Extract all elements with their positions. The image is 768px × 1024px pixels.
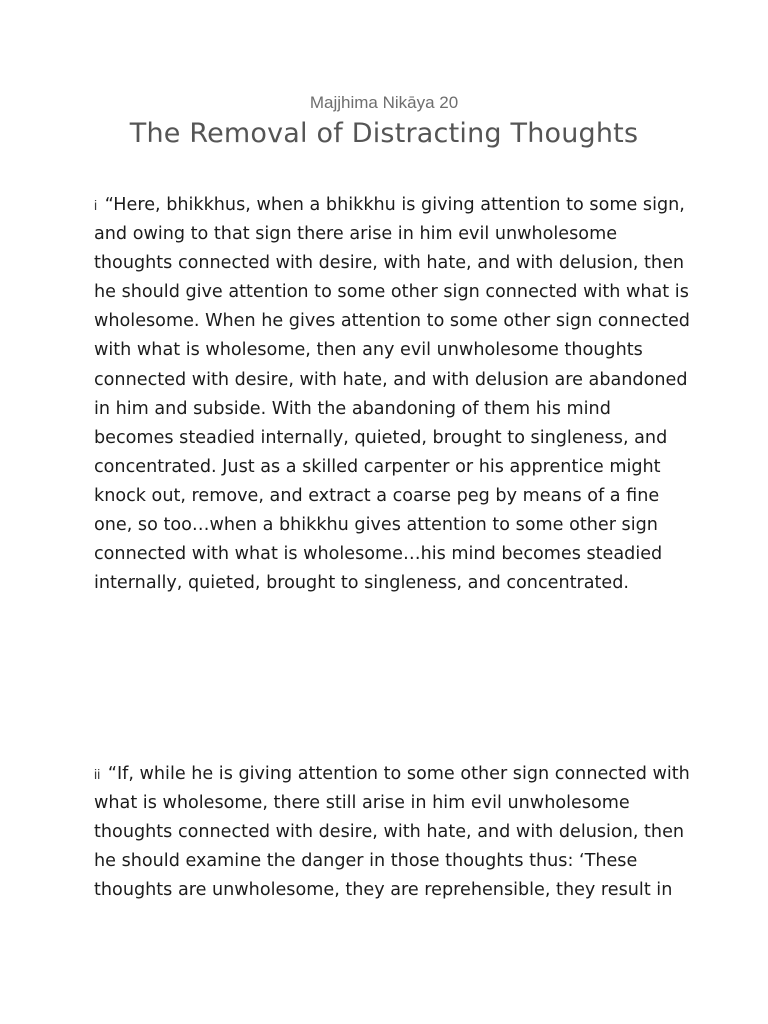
paragraph-2-marker: ii	[94, 766, 101, 782]
document-subtitle: Majjhima Nikāya 20	[309, 93, 459, 112]
paragraph-1-text: “Here, bhikkhus, when a bhikkhu is giving attention to some sign, and owing to that sign there arise in him evil unwholesome thoughts connected with desire, with hate, and with delusion, then he should give attention to some other sign connected with what is wholesome. When he gives attention to some other sign connected with what is wholesome, then any evil unwholesome thoughts connected with desire, with hate, and with delusion are abandoned in him and subside. With the abandoning of them his mind becomes steadied internally, quieted, brought to singleness, and concentrated. Just as a skilled carpenter or his apprentice might knock out, remove, and extract a coarse peg by means of a fine one, so too…when a bhikkhu gives attention to some other sign connected with what is wholesome…his mind becomes steadied internally, quieted, brought to singleness, and concentrated.	[94, 195, 690, 594]
document-title: The Removal of Distracting Thoughts	[129, 118, 639, 149]
paragraph-2-text: “If, while he is giving attention to some other sign connected with what is wholesome, there still arise in him evil unwholesome thoughts connected with desire, with hate, and with delusion, then he should examine the danger in those thoughts thus: ‘These thoughts are unwholesome, they are reprehensible, they result in	[94, 764, 690, 901]
paragraph-1	[94, 191, 694, 598]
paragraph-1-marker: i	[94, 197, 98, 213]
paragraph-2	[94, 760, 694, 905]
